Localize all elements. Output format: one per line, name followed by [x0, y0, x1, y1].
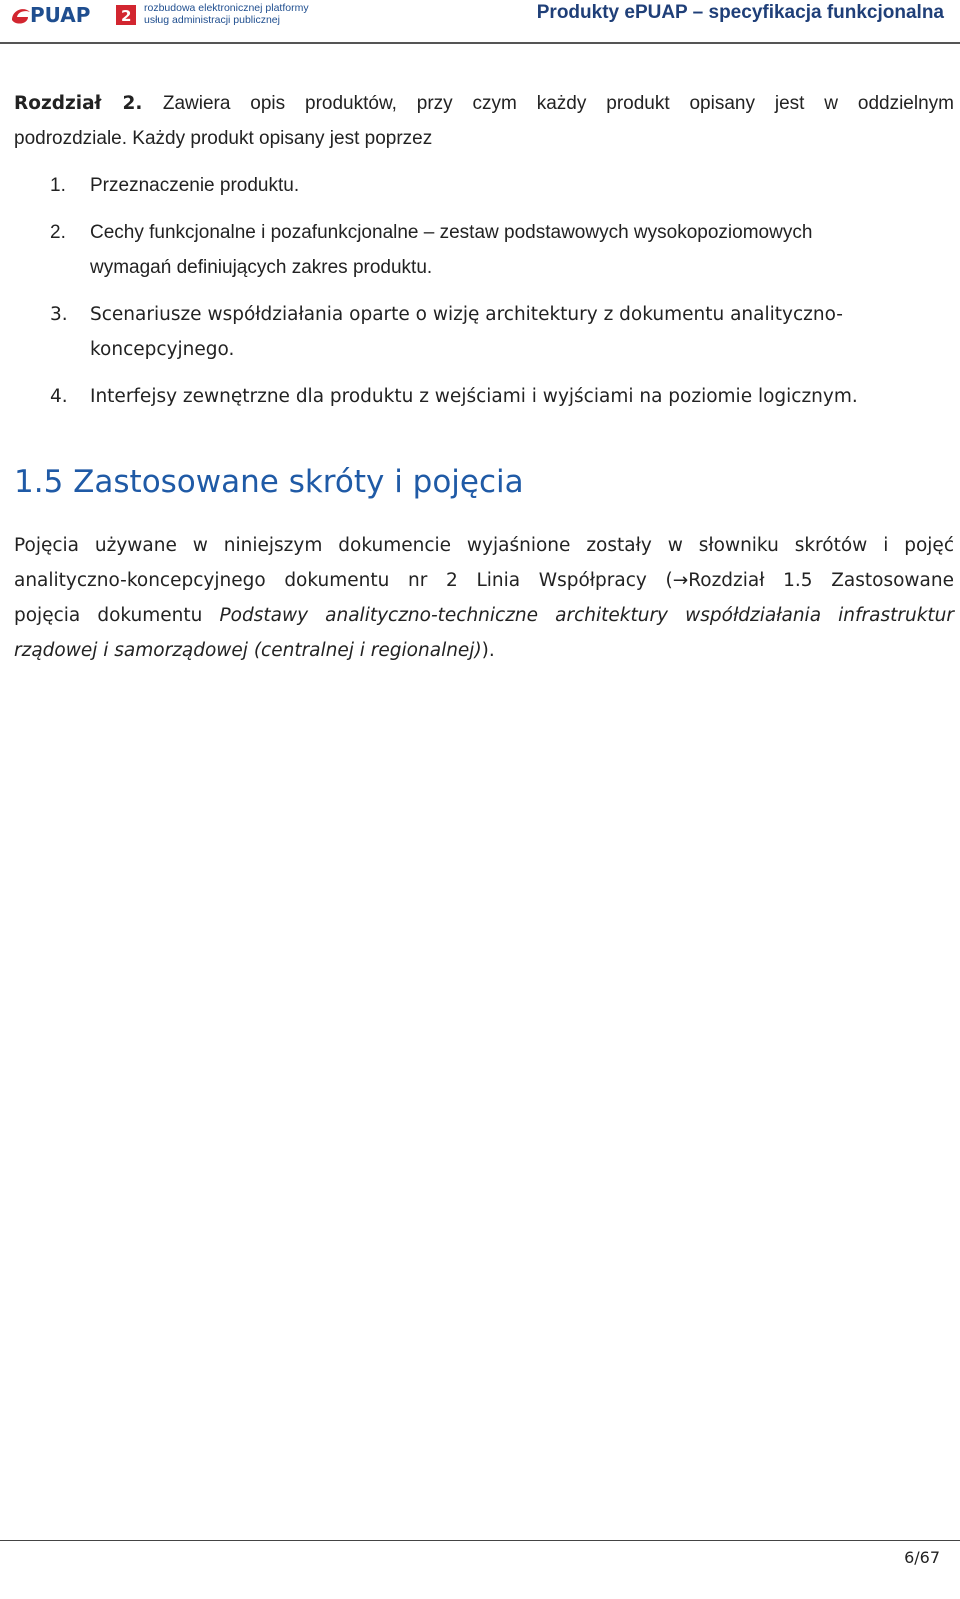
section-paragraph: [14, 528, 954, 668]
list-item-number: 1.: [50, 175, 66, 196]
section-line-4: rządowej i samorządowej (centralnej i regionalnej)).: [14, 640, 495, 661]
list-item-text: Scenariusze współdziałania oparte o wizję architektury z dokumentu analityczno-: [90, 304, 843, 325]
list-item-text: koncepcyjnego.: [90, 339, 235, 360]
list-item: [50, 168, 950, 203]
chapter-label: Rozdział 2.: [14, 93, 143, 114]
product-description-list: [50, 168, 950, 414]
list-item: [50, 215, 950, 285]
header-divider: [0, 42, 960, 44]
referenced-document-title: Podstawy analityczno-techniczne architektury współdziałania infrastruktur: [219, 605, 954, 626]
svg-text:PUAP: PUAP: [30, 3, 91, 27]
intro-paragraph: [14, 86, 954, 156]
list-item-number: 3.: [50, 304, 68, 325]
list-item-text: Przeznaczenie produktu.: [90, 175, 300, 196]
logo-tagline: rozbudowa elektronicznej platformy usług administracji publicznej: [144, 2, 309, 26]
intro-line-1: Rozdział 2. Zawiera opis produktów, przy czym każdy produkt opisany jest w oddzielnym: [14, 93, 954, 114]
svg-text:2: 2: [121, 7, 132, 25]
intro-line-2: podrozdziale. Każdy produkt opisany jest poprzez: [14, 128, 433, 149]
list-item-text: wymagań definiujących zakres produktu.: [90, 257, 433, 278]
document-title: Produkty ePUAP – specyfikacja funkcjonalna: [536, 2, 944, 23]
list-item-text: Interfejsy zewnętrzne dla produktu z wejściami i wyjściami na poziomie logicznym.: [90, 386, 858, 407]
section-line-1: Pojęcia używane w niniejszym dokumencie wyjaśnione zostały w słowniku skrótów i pojęć: [14, 535, 954, 556]
epuap-logo-mark: [8, 2, 138, 28]
epuap-logo: [8, 2, 309, 28]
section-heading: 1.5 Zastosowane skróty i pojęcia: [14, 464, 524, 500]
footer-divider: [0, 1540, 960, 1541]
arrow-right-icon: →: [672, 570, 689, 591]
page-header: [0, 0, 960, 46]
referenced-document-title-cont: rządowej i samorządowej (centralnej i regionalnej): [14, 640, 482, 661]
list-item-number: 4.: [50, 386, 68, 407]
section-line-3: pojęcia dokumentu Podstawy analityczno-techniczne architektury współdziałania infrastruktur: [14, 605, 954, 626]
list-item: [50, 379, 950, 414]
list-item: [50, 297, 950, 367]
list-item-text: Cechy funkcjonalne i pozafunkcjonalne – zestaw podstawowych wysokopoziomowych: [90, 222, 813, 243]
page-number: 6/67: [904, 1548, 940, 1567]
section-line-2: analityczno-koncepcyjnego dokumentu nr 2 Linia Współpracy (→Rozdział 1.5 Zastosowane: [14, 570, 954, 591]
list-item-number: 2.: [50, 222, 66, 243]
